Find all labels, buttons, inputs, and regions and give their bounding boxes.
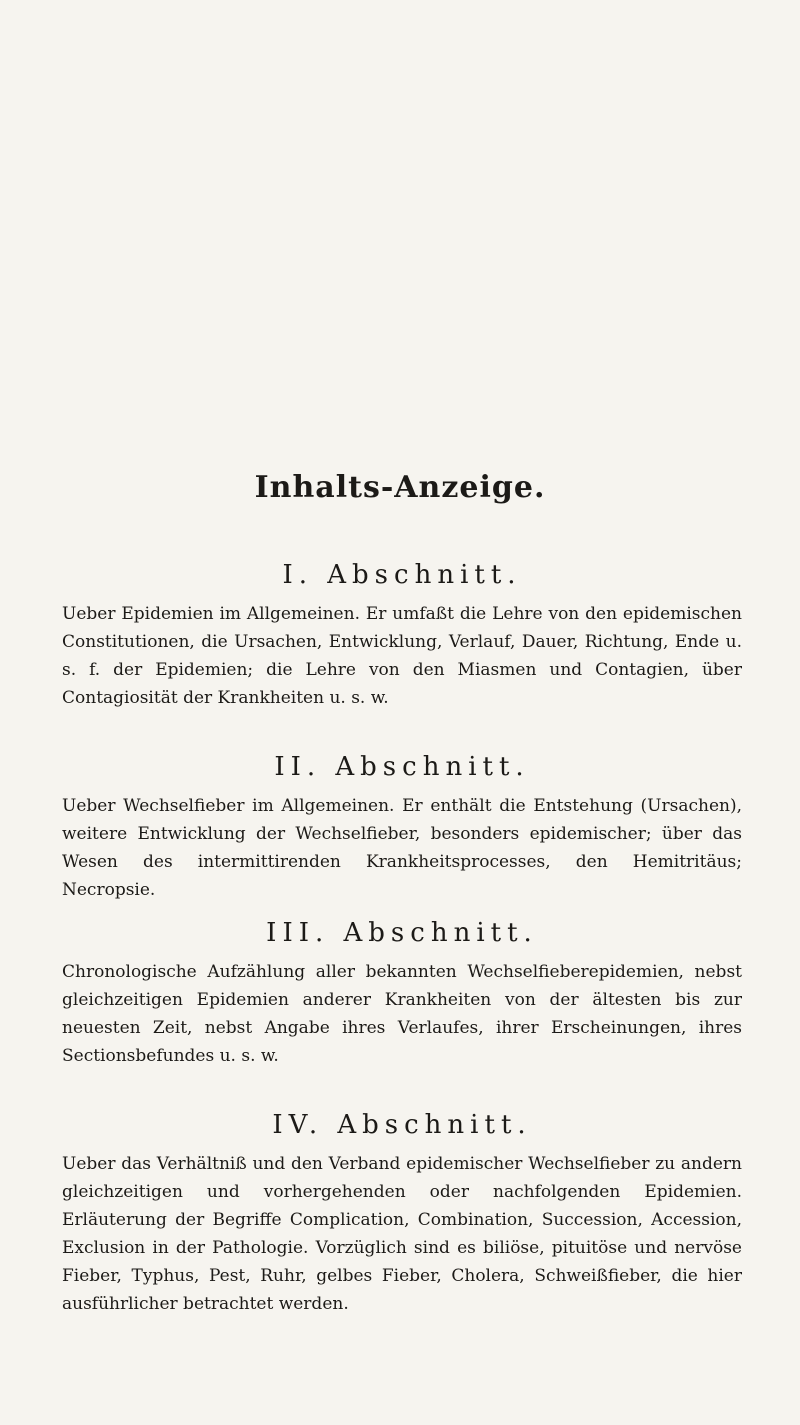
section-text: Ueber Epidemien im Allgemeinen. Er umfaßt die Lehre von den epidemischen Constitutionen, die Ursachen, Entwicklung, Verlauf, Dauer, Richtung, Ende u. s. f. der Epidemien; die Lehre von den Miasmen und Contagien, über Contagiosität der Krankheiten u. s. w. (62, 604, 742, 708)
section-text: Ueber Wechselfieber im Allgemeinen. Er enthält die Entstehung (Ursachen), weitere Entwicklung der Wechselfieber, besonders epidemischer; über das Wesen des intermittirenden Krankheitsprocesses, den Hemitritäus; Necropsie. (62, 796, 742, 900)
section-heading: II. Abschnitt. (274, 752, 530, 782)
section-3 (62, 918, 742, 1070)
section-1 (62, 560, 742, 712)
section-2 (62, 752, 742, 904)
section-heading: IV. Abschnitt. (272, 1110, 532, 1140)
document-title: Inhalts-Anzeige. (254, 470, 546, 505)
section-text: Ueber das Verhältniß und den Verband epidemischer Wechselfieber zu andern gleichzeitigen und vorhergehenden oder nachfolgenden Epidemien. Erläuterung der Begriffe Complication, Combination, Succession, Accession, Exclusion in der Pathologie. Vorzüglich sind es biliöse, pituitöse und nervöse Fieber, Typhus, Pest, Ruhr, gelbes Fieber, Cholera, Schweißfieber, die hier ausführlicher betrachtet werden. (62, 1154, 742, 1314)
section-heading: III. Abschnitt. (266, 918, 538, 948)
section-text: Chronologische Aufzählung aller bekannten Wechselfieberepidemien, nebst gleichzeitigen Epidemien anderer Krankheiten von der ältesten bis zur neuesten Zeit, nebst Angabe ihres Verlaufes, ihrer Erscheinungen, ihres Sectionsbefundes u. s. w. (62, 962, 742, 1066)
section-4 (62, 1110, 742, 1318)
section-heading: I. Abschnitt. (282, 560, 522, 590)
